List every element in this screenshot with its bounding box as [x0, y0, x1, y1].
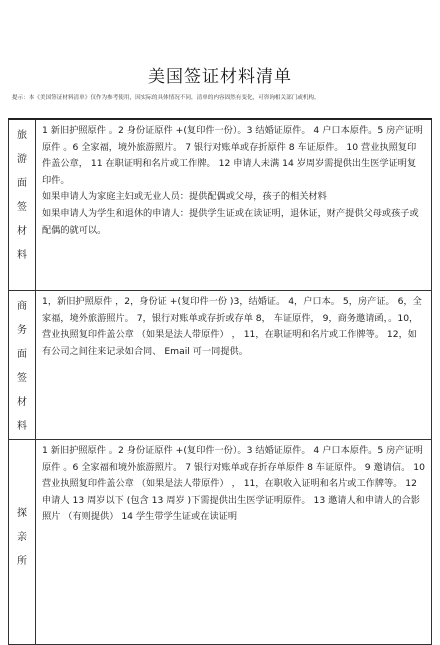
requirements-paragraph: 1 新旧护照原件 。2 身份证原件 +(复印件一份）。3 结婚证原件。 4 户口本原件。5 房产证明原件 。6 全家福，境外旅游照片。 7 银行对账单或存折原件 8 车证原件。 10 营业执照复印件盖公章， 11 在职证明和名片或工作牌。 12 申请人未满 14 岁周岁需提供出生医学证明复印件。 — [42, 125, 423, 186]
requirements-paragraph: 如果申请人为家庭主妇或无业人员：提供配偶或父母，孩子的相关材料 — [42, 191, 327, 203]
category-char: 签 — [17, 202, 27, 213]
category-char: 所 — [17, 556, 27, 567]
table-row-business — [9, 291, 432, 440]
category-char: 材 — [17, 226, 27, 237]
category-char: 料 — [17, 421, 27, 432]
category-char: 签 — [17, 373, 27, 384]
category-cell-family-visit — [9, 440, 36, 645]
requirements-paragraph: 如果申请人为学生和退休的申请人：提供学生证或在读证明，退休证，财产提供父母或孩子或配偶的就可以。 — [42, 207, 419, 236]
requirements-cell-family-visit — [36, 440, 432, 645]
category-char: 料 — [17, 250, 27, 261]
requirements-paragraph: 1 新旧护照原件 。2 身份证原件 +(复印件一份）。3 结婚证原件。 4 户口本原件。5 房产证明原件 。6 全家福和境外旅游照片。 7 银行对账单或存折存单原件 8 车证原件。 9 邀请信。 10 营业执照复印件盖公章 （如果是法人带原件） ， 11，在职收入证明和名片或工作牌等。 12 申请人 13 周岁以下 (包含 13 周岁 )下需提供出生医学证明原件。 13 邀请人和申请人的合影照片 （有则提供） 14 学生带学生证或在读证明 — [42, 445, 425, 523]
table-row-tourist — [9, 119, 432, 291]
category-char: 游 — [17, 154, 27, 165]
table-row-family-visit — [9, 440, 432, 645]
notice-text: 提示：本《美国签证材料清单》仅作为参考使用，因实际的具体情况不同，清单的内容固然有变化，可咨询相关部门或机构。 — [12, 95, 320, 101]
category-char: 亲 — [17, 532, 27, 543]
category-char: 探 — [17, 508, 27, 519]
document-title: 美国签证材料清单 — [148, 67, 292, 87]
category-char: 面 — [17, 349, 27, 360]
materials-table — [8, 118, 432, 645]
requirements-paragraph: 1，新旧护照原件 ，2，身份证 +(复印件一份 )3，结婚证。 4，户口本。 5，房产证。 6，全家福，境外旅游照片。 7，银行对账单或存折或存单 8， 车证原件， 9，商务邀请函，。10，营业执照复印件盖公章 （如果是法人带原件） ， 11，在职证明和名片或工作牌等。 12，如有公司之间往来记录如合同、 Email 可一同提供。 — [42, 296, 422, 357]
requirements-cell-business — [36, 291, 432, 440]
category-char: 材 — [17, 397, 27, 408]
category-char: 旅 — [17, 130, 27, 141]
requirements-cell-tourist — [36, 119, 432, 291]
category-char: 面 — [17, 178, 27, 189]
category-cell-tourist — [9, 119, 36, 291]
category-char: 商 — [17, 301, 27, 312]
category-char: 务 — [17, 325, 27, 336]
category-cell-business — [9, 291, 36, 440]
